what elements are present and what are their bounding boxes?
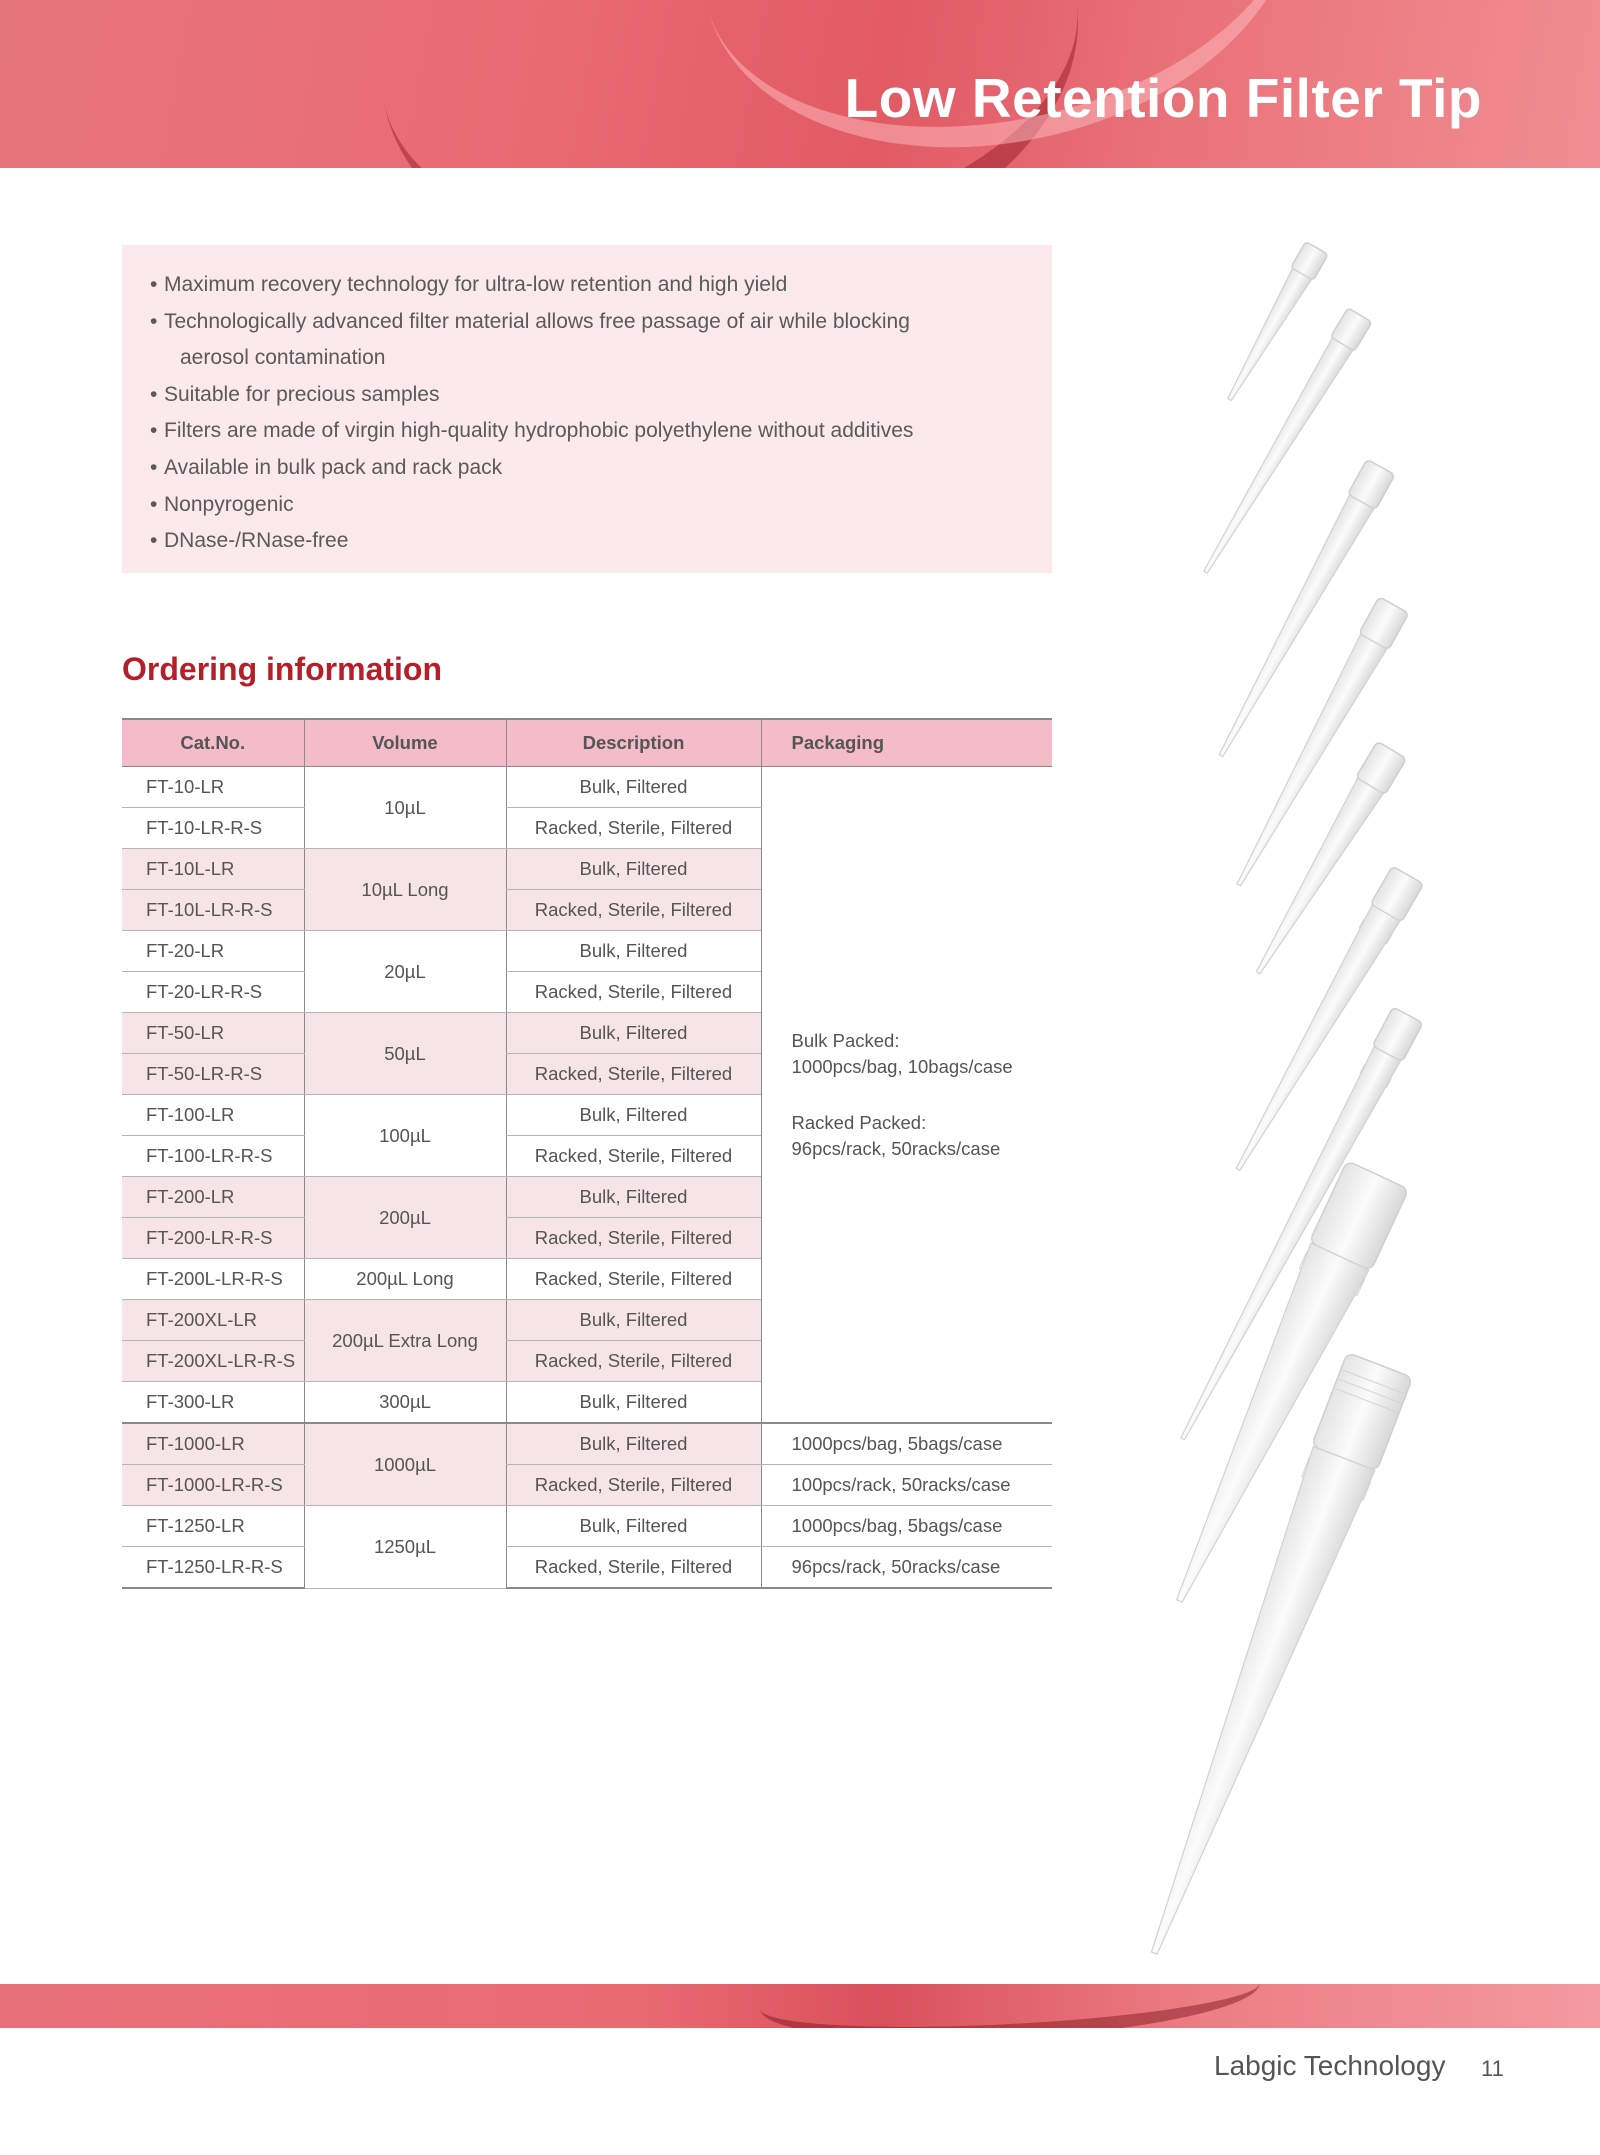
- footer-ribbon-decoration: [758, 1984, 1262, 2028]
- description-cell: Bulk, Filtered: [506, 1013, 761, 1054]
- header-banner: [0, 0, 1600, 168]
- cat-no-cell: FT-200-LR-R-S: [122, 1218, 304, 1259]
- packaging-racked-label: Racked Packed:: [791, 1111, 927, 1133]
- cat-no-cell: FT-10L-LR: [122, 849, 304, 890]
- cat-no-cell: FT-1000-LR: [122, 1423, 304, 1465]
- page-title: Low Retention Filter Tip: [844, 67, 1482, 129]
- cat-no-cell: FT-300-LR: [122, 1382, 304, 1424]
- description-cell: Bulk, Filtered: [506, 931, 761, 972]
- table-header-row: [122, 719, 1052, 767]
- cat-no-cell: FT-100-LR: [122, 1095, 304, 1136]
- description-cell: Bulk, Filtered: [506, 1095, 761, 1136]
- feature-item: • Available in bulk pack and rack pack: [144, 450, 1052, 487]
- volume-cell: 20µL: [304, 931, 506, 1013]
- table-row: [122, 1547, 1052, 1589]
- packaging-cell: 1000pcs/bag, 5bags/case: [761, 1423, 1052, 1465]
- volume-cell: 1000µL: [304, 1423, 506, 1506]
- description-cell: Racked, Sterile, Filtered: [506, 890, 761, 931]
- volume-cell: 200µL: [304, 1177, 506, 1259]
- table-row: [122, 1465, 1052, 1506]
- description-cell: Bulk, Filtered: [506, 1382, 761, 1424]
- features-box: [122, 245, 1052, 573]
- cat-no-cell: FT-200XL-LR-R-S: [122, 1341, 304, 1382]
- table-row: [122, 1423, 1052, 1465]
- features-list: [122, 245, 1052, 560]
- description-cell: Bulk, Filtered: [506, 1423, 761, 1465]
- description-cell: Racked, Sterile, Filtered: [506, 1341, 761, 1382]
- cat-no-cell: FT-200XL-LR: [122, 1300, 304, 1341]
- pipette-tip-20ul: [1207, 459, 1395, 763]
- packaging-cell: 100pcs/rack, 50racks/case: [761, 1465, 1052, 1506]
- feature-item: • Nonpyrogenic: [144, 487, 1052, 524]
- feature-item-continuation: aerosol contamination: [180, 346, 386, 370]
- volume-cell: 50µL: [304, 1013, 506, 1095]
- column-header-volume: Volume: [304, 719, 506, 767]
- volume-cell: 100µL: [304, 1095, 506, 1177]
- description-cell: Bulk, Filtered: [506, 1300, 761, 1341]
- cat-no-cell: FT-1250-LR-R-S: [122, 1547, 304, 1589]
- feature-item: • Suitable for precious samples: [144, 377, 1052, 414]
- table-row: [122, 767, 1052, 808]
- description-cell: Racked, Sterile, Filtered: [506, 1054, 761, 1095]
- volume-cell: 1250µL: [304, 1506, 506, 1589]
- pipette-tips-illustration: [950, 220, 1450, 1980]
- description-cell: Racked, Sterile, Filtered: [506, 1218, 761, 1259]
- page-number: 11: [1481, 2056, 1504, 2081]
- packaging-cell: 96pcs/rack, 50racks/case: [761, 1547, 1052, 1589]
- cat-no-cell: FT-10-LR-R-S: [122, 808, 304, 849]
- column-header-description: Description: [506, 719, 761, 767]
- volume-cell: 300µL: [304, 1382, 506, 1424]
- cat-no-cell: FT-200L-LR-R-S: [122, 1259, 304, 1300]
- ordering-section-title: Ordering information: [122, 651, 442, 687]
- cat-no-cell: FT-50-LR: [122, 1013, 304, 1054]
- description-cell: Racked, Sterile, Filtered: [506, 1465, 761, 1506]
- column-header-packaging: Packaging: [761, 719, 1052, 767]
- cat-no-cell: FT-1000-LR-R-S: [122, 1465, 304, 1506]
- brand-name: Labgic Technology: [1214, 2050, 1446, 2081]
- packaging-racked-value: 96pcs/rack, 50racks/case: [791, 1137, 1001, 1159]
- cat-no-cell: FT-20-LR-R-S: [122, 972, 304, 1013]
- feature-item: • DNase-/RNase-free: [144, 523, 1052, 560]
- feature-item: • Maximum recovery technology for ultra-low retention and high yield: [144, 267, 1052, 304]
- packaging-bulk-value: 1000pcs/bag, 10bags/case: [791, 1055, 1013, 1077]
- cat-no-cell: FT-50-LR-R-S: [122, 1054, 304, 1095]
- description-cell: Racked, Sterile, Filtered: [506, 1259, 761, 1300]
- volume-cell: 10µL Long: [304, 849, 506, 931]
- column-header-cat-no: Cat.No.: [122, 719, 304, 767]
- cat-no-cell: FT-200-LR: [122, 1177, 304, 1218]
- ordering-table-body: [122, 767, 1052, 1589]
- cat-no-cell: FT-1250-LR: [122, 1506, 304, 1547]
- description-cell: Bulk, Filtered: [506, 849, 761, 890]
- description-cell: Bulk, Filtered: [506, 1177, 761, 1218]
- ordering-table: [122, 718, 1052, 1589]
- packaging-bulk-label: Bulk Packed:: [791, 1029, 900, 1051]
- description-cell: Bulk, Filtered: [506, 1506, 761, 1547]
- description-cell: Bulk, Filtered: [506, 767, 761, 808]
- cat-no-cell: FT-20-LR: [122, 931, 304, 972]
- packaging-cell: 1000pcs/bag, 5bags/case: [761, 1506, 1052, 1547]
- feature-item: • Filters are made of virgin high-quality hydrophobic polyethylene without additives: [144, 413, 1052, 450]
- description-cell: Racked, Sterile, Filtered: [506, 972, 761, 1013]
- cat-no-cell: FT-100-LR-R-S: [122, 1136, 304, 1177]
- description-cell: Racked, Sterile, Filtered: [506, 1547, 761, 1589]
- table-row: [122, 1506, 1052, 1547]
- footer-banner: [0, 1984, 1600, 2028]
- volume-cell: 200µL Extra Long: [304, 1300, 506, 1382]
- feature-item: • Technologically advanced filter material allows free passage of air while blocking: [144, 304, 1052, 341]
- description-cell: Racked, Sterile, Filtered: [506, 808, 761, 849]
- volume-cell: 10µL: [304, 767, 506, 849]
- cat-no-cell: FT-10L-LR-R-S: [122, 890, 304, 931]
- description-cell: Racked, Sterile, Filtered: [506, 1136, 761, 1177]
- volume-cell: 200µL Long: [304, 1259, 506, 1300]
- cat-no-cell: FT-10-LR: [122, 767, 304, 808]
